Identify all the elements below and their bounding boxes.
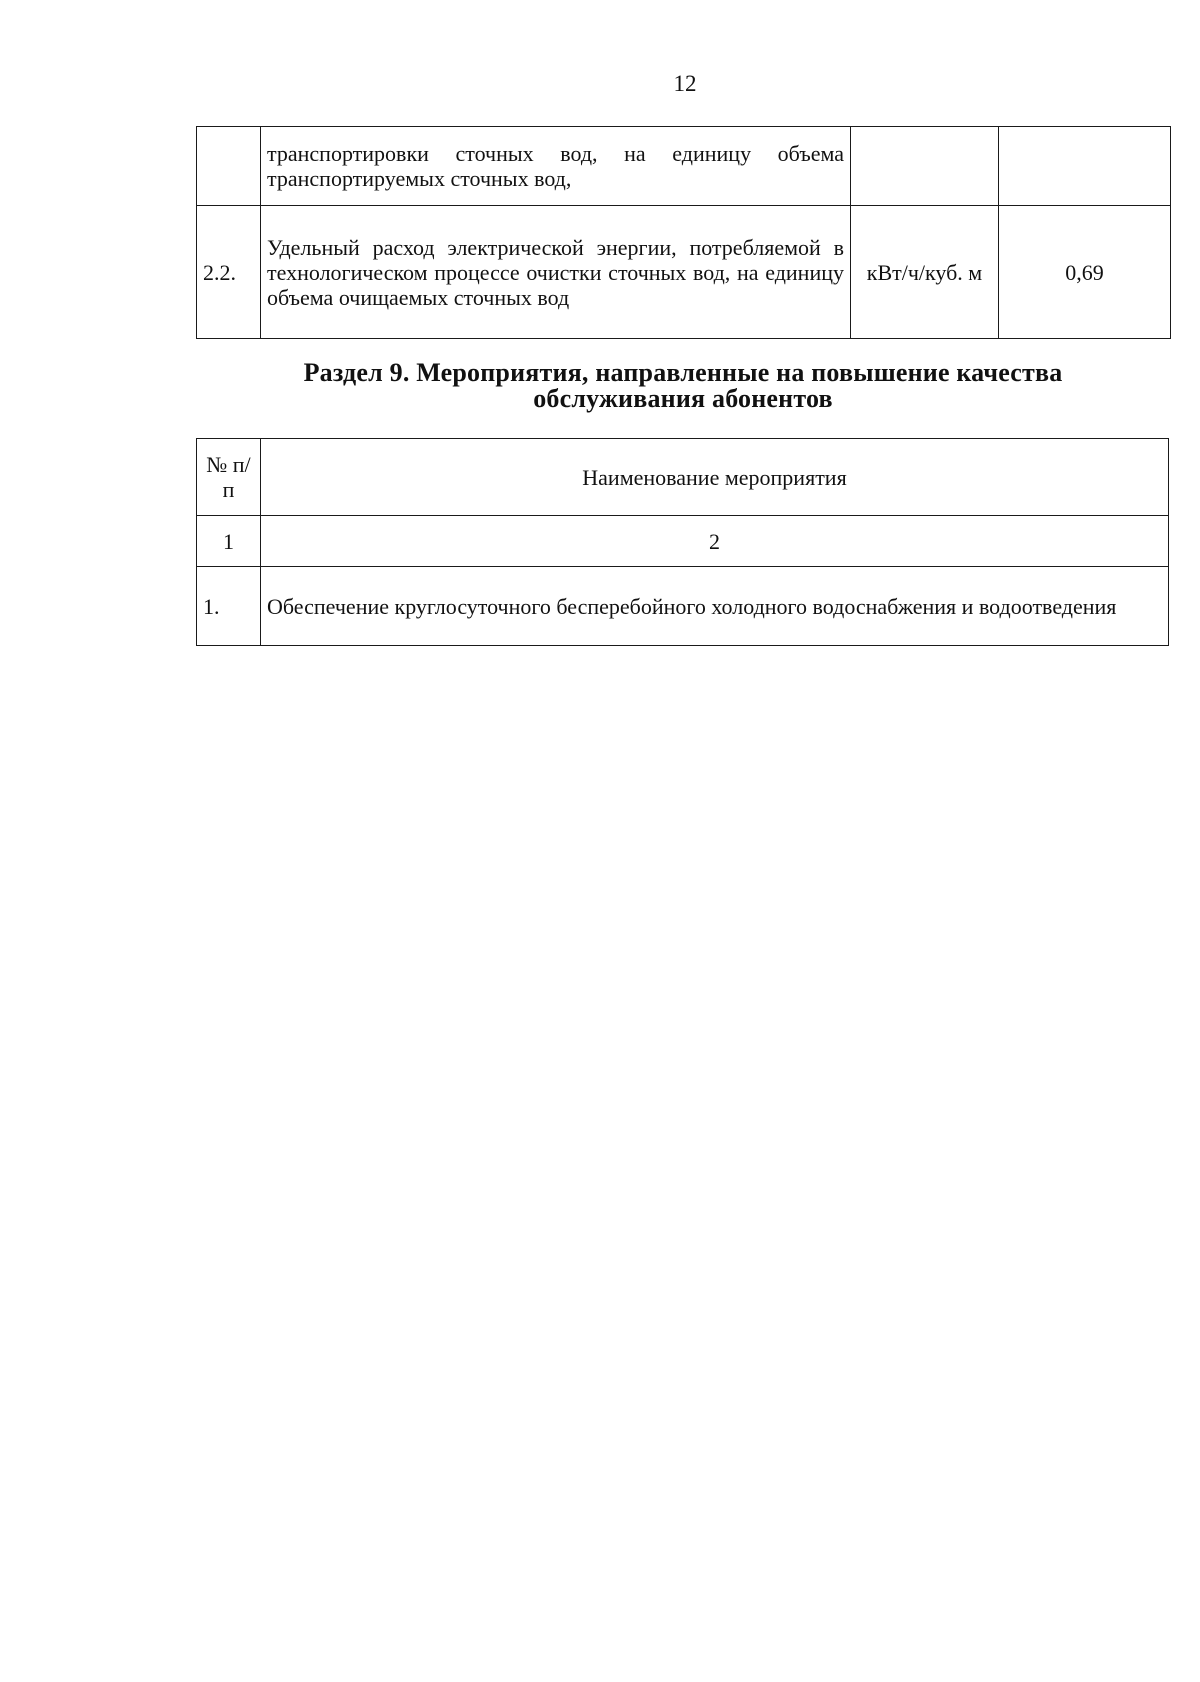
column-index-cell: 2 [261, 516, 1169, 567]
row-number-cell: 1. [197, 567, 261, 646]
section-heading-line-1: Раздел 9. Мероприятия, направленные на повышение качества [303, 358, 1063, 387]
table-header-row [197, 439, 1169, 516]
section-heading-line-2: обслуживания абонентов [533, 384, 833, 413]
value-cell [999, 127, 1171, 206]
page-number: 12 [673, 71, 697, 96]
value-cell: 0,69 [999, 206, 1171, 339]
indicators-table-continuation [196, 126, 1171, 339]
header-name-cell: Наименование мероприятия [261, 439, 1169, 516]
section-heading [196, 360, 1170, 412]
table-row [197, 206, 1171, 339]
unit-cell [851, 127, 999, 206]
indicator-name-cell: Удельный расход электрической энергии, потребляемой в технологическом процессе очистки сточных вод, на единицу объема очищаемых сточных вод [261, 206, 851, 339]
row-number-cell: 2.2. [197, 206, 261, 339]
indicator-name-cell: транспортировки сточных вод, на единицу объема транспортируемых сточных вод, [261, 127, 851, 206]
measure-name-cell: Обеспечение круглосуточного бесперебойного холодного водоснабжения и водоотведения [261, 567, 1169, 646]
column-index-row [197, 516, 1169, 567]
table-row [197, 567, 1169, 646]
measures-table [196, 438, 1169, 646]
column-index-cell: 1 [197, 516, 261, 567]
row-number-cell [197, 127, 261, 206]
header-number-cell: № п/п [197, 439, 261, 516]
table-row [197, 127, 1171, 206]
unit-cell: кВт/ч/куб. м [851, 206, 999, 339]
